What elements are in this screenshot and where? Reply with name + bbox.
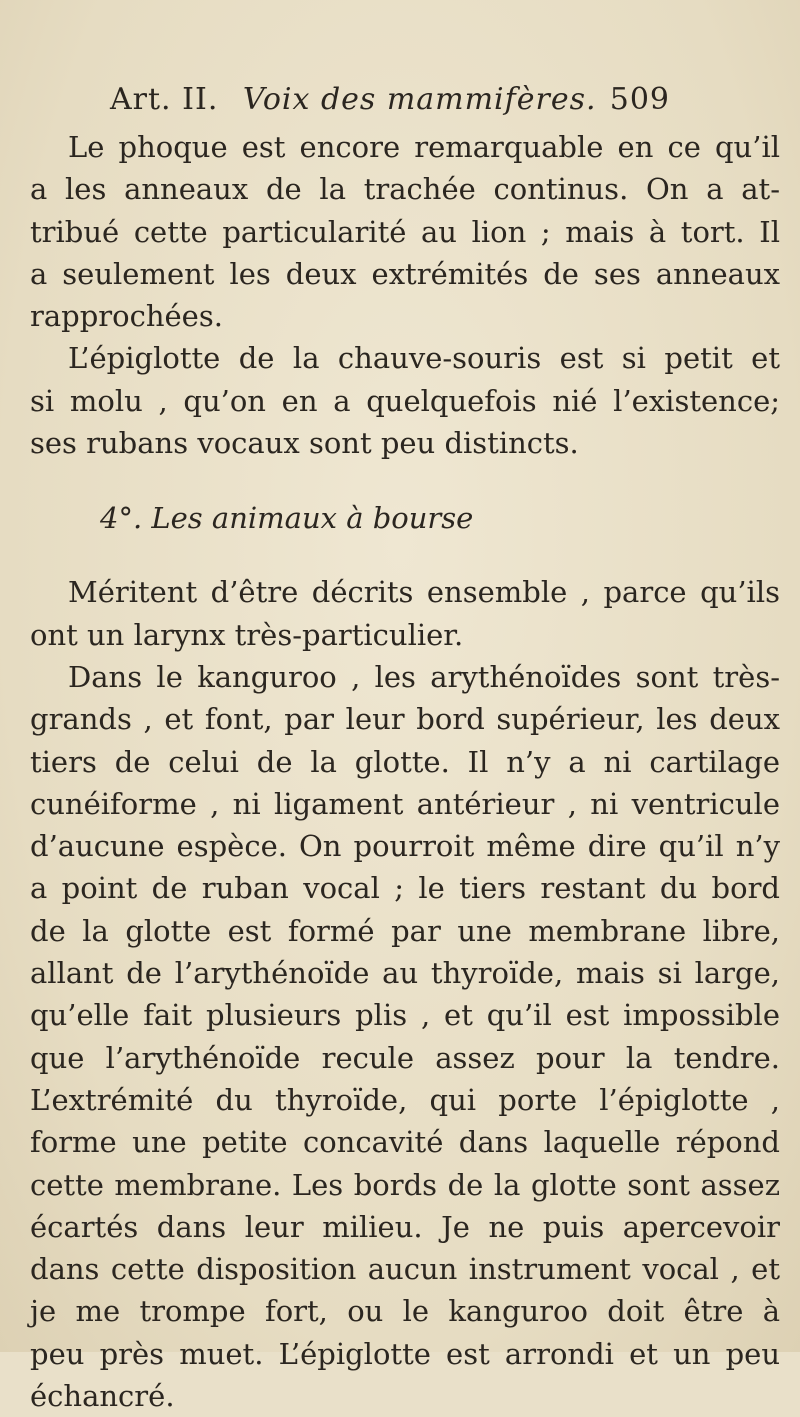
text-line: L’extrémité du thyroïde, qui porte l’épiglotte ,: [30, 1082, 780, 1117]
text-line: tribué cette particularité au lion ; mais à tort. Il: [30, 214, 780, 249]
article-label: Art. II.: [110, 82, 219, 117]
text-line: grands , et font, par leur bord supérieur, les deux: [30, 702, 780, 737]
text-line: allant de l’arythénoïde au thyroïde, mais si large,: [30, 956, 780, 991]
paragraph-phoque: [30, 126, 780, 337]
text-line: forme une petite concavité dans laquelle répond: [30, 1125, 780, 1160]
text-line: écartés dans leur milieu. Je ne puis apercevoir: [30, 1209, 780, 1244]
text-line: cette membrane. Les bords de la glotte sont assez: [30, 1167, 780, 1202]
text-line: que l’arythénoïde recule assez pour la tendre.: [30, 1040, 780, 1075]
text-line: Dans le kanguroo , les arythénoïdes sont très-: [68, 659, 780, 694]
paragraph-chauve-souris: [30, 337, 780, 464]
page-number: 509: [609, 82, 670, 117]
text-line: a seulement les deux extrémités de ses anneaux: [30, 256, 780, 291]
text-line: dans cette disposition aucun instrument vocal , et: [30, 1252, 780, 1287]
text-line: ont un larynx très-particulier.: [30, 617, 464, 652]
text-line: d’aucune espèce. On pourroit même dire qu’il n’y: [30, 829, 780, 864]
text-line: qu’elle fait plusieurs plis , et qu’il est impossible: [30, 998, 780, 1033]
text-line: je me trompe fort, ou le kanguroo doit être à: [30, 1294, 780, 1329]
page-body: [30, 126, 780, 1417]
text-line: de la glotte est formé par une membrane libre,: [30, 913, 780, 948]
text-line: tiers de celui de la glotte. Il n’y a ni cartilage: [30, 744, 780, 779]
text-line: a point de ruban vocal ; le tiers restant du bord: [30, 871, 780, 906]
text-line: a les anneaux de la trachée continus. On a at-: [30, 172, 780, 207]
running-title: Voix des mammifères.: [242, 82, 597, 117]
text-line: rapprochées.: [30, 299, 223, 334]
text-line: Le phoque est encore remarquable en ce qu’il: [68, 130, 780, 164]
paragraph-kanguroo: [30, 656, 780, 1417]
text-line: ses rubans vocaux sont peu distincts.: [30, 426, 579, 461]
paragraph-animaux-bourse: [30, 571, 780, 656]
text-line: L’épiglotte de la chauve-souris est si petit et: [68, 341, 780, 376]
text-line: peu près muet. L’épiglotte est arrondi et un peu: [30, 1336, 780, 1371]
text-line: échancré.: [30, 1379, 175, 1414]
text-line: si molu , qu’on en a quelquefois nié l’existence;: [30, 383, 780, 418]
text-line: cunéiforme , ni ligament antérieur , ni ventricule: [30, 786, 780, 821]
text-line: Méritent d’être décrits ensemble , parce qu’ils: [68, 575, 780, 610]
section-heading: 4°. Les animaux à bourse: [100, 501, 474, 536]
running-header: [110, 82, 670, 117]
